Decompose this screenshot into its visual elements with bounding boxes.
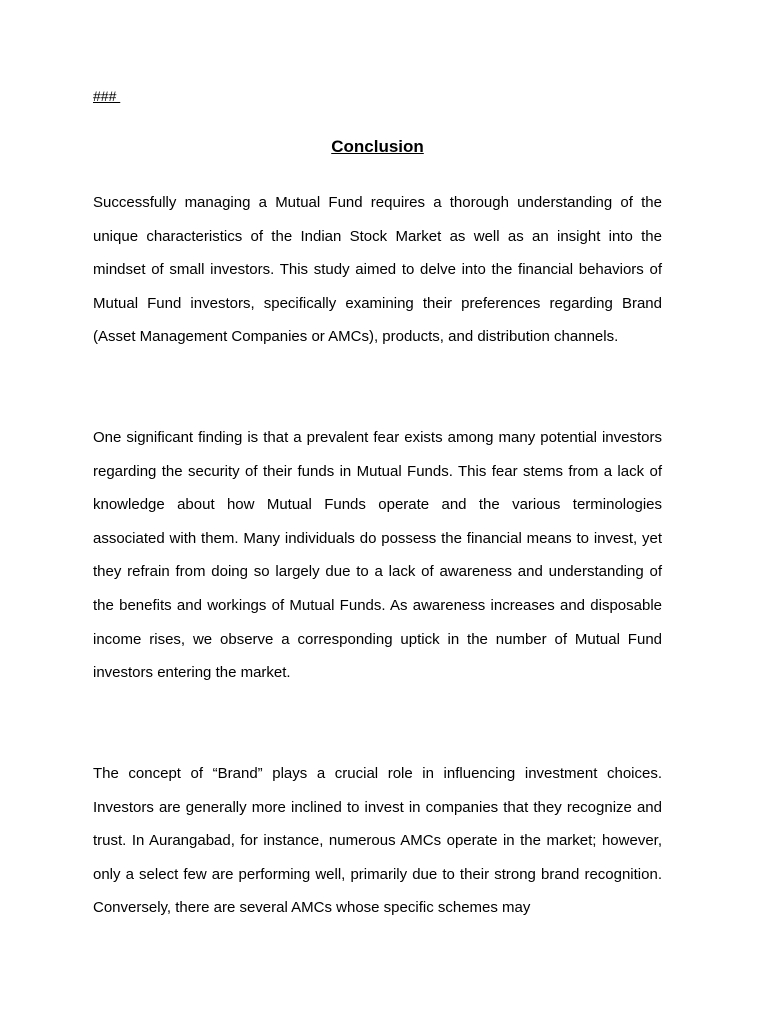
paragraph-fear-finding: One significant finding is that a prevalent fear exists among many potential investors regarding the security of their funds in Mutual Funds. This fear stems from a lack of knowledge about how Mutual Funds operate and the various terminologies associated with them. Many individuals do possess the financial means to invest, yet they refrain from doing so largely due to a lack of awareness and understanding of the benefits and workings of Mutual Funds. As awareness increases and disposable income rises, we observe a corresponding uptick in the number of Mutual Fund investors entering the market. — [93, 429, 662, 682]
section-marker: ### — [93, 88, 121, 104]
paragraph-intro: Successfully managing a Mutual Fund requires a thorough understanding of the unique characteristics of the Indian Stock Market as well as an insight into the mindset of small investors. This study aimed to delve into the financial behaviors of Mutual Fund investors, specifically examining their preferences regarding Brand (Asset Management Companies or AMCs), products, and distribution channels. — [93, 194, 662, 346]
page-title: Conclusion — [331, 137, 424, 156]
paragraph-brand-concept: The concept of “Brand” plays a crucial role in influencing investment choices. Investors are generally more inclined to invest in companies that they recognize and trust. In Aurangabad, for instance, numerous AMCs operate in the market; however, only a select few are performing well, primarily due to their strong brand recognition. Conversely, there are several AMCs whose specific schemes may — [93, 765, 662, 917]
